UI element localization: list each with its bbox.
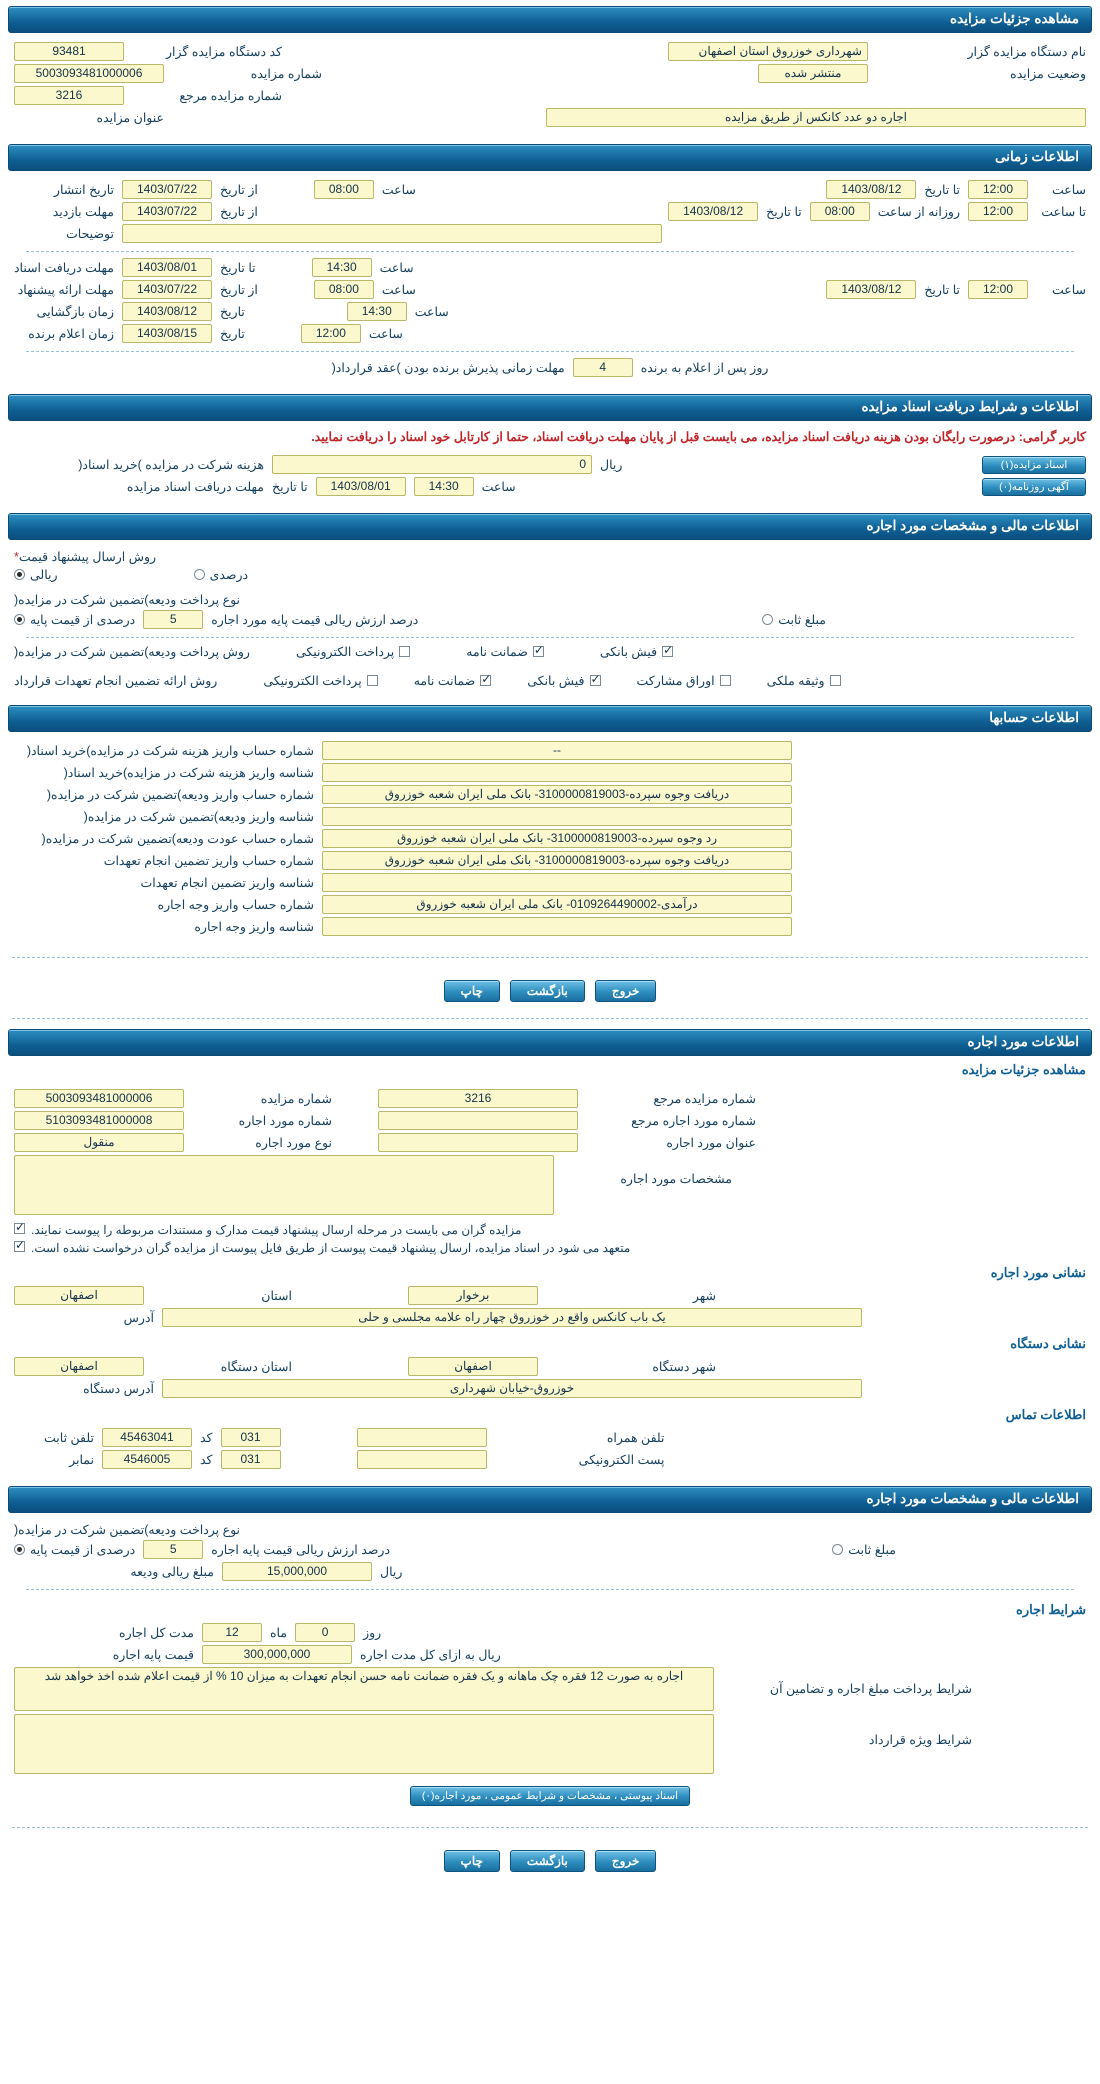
label-account-4: شماره حساب عودت ودیعه)تضمین شرکت در مزایده( [41,832,314,846]
field-account-6[interactable] [322,873,792,892]
row-tender-no [14,64,1086,83]
label-rent-province: استان [261,1289,292,1303]
field-fax-code[interactable]: 031 [221,1450,281,1469]
row-title [14,108,1086,127]
label-pay-terms: شرایط پرداخت مبلغ اجاره و تضامین آن [769,1682,972,1696]
divider-before-rent [12,1018,1088,1019]
section-header-accounts: اطلاعات حسابها [8,705,1092,732]
radio-percent-base-icon[interactable] [14,614,25,625]
label-open-hour: ساعت [414,305,449,319]
row-rent-tender-no [14,1089,1086,1108]
radio-fixed-option-2[interactable] [832,1542,896,1557]
label-base-price-suffix: ریال به ازای کل مدت اجاره [360,1648,501,1662]
check-shares[interactable] [637,673,731,688]
label-months-unit: ماه [270,1626,288,1640]
label-from-date-publish: از تاریخ [220,183,258,197]
radio-percent-base-option-2[interactable] [14,1542,135,1557]
row-rent-type [14,1133,1086,1152]
field-account-5[interactable]: دریافت وجوه سپرده-3100000819003- بانک ملی ایران شعبه خوزروق [322,851,792,870]
radio-percent-icon[interactable] [194,569,205,580]
radio-fixed-icon-2[interactable] [832,1544,843,1555]
field-status[interactable]: منتشر شده [758,64,868,83]
label-account-7: شماره حساب واریز وجه اجاره [157,898,314,912]
row-phone [14,1428,1086,1447]
field-days[interactable]: 0 [295,1623,355,1642]
label-rent-check-2: متعهد می شود در اسناد مزایده، ارسال پیشنهاد قیمت پیوست از طریق فایل پیوست از مزایده گران درخواست نشده است. [31,1241,631,1255]
check-c-guarantee[interactable] [414,673,492,688]
field-account-4[interactable]: رد وجوه سپرده-3100000819003- بانک ملی ایران شعبه خوزروق [322,829,792,848]
section-header-finance: اطلاعات مالی و مشخصات مورد اجاره [8,513,1092,540]
account-row [14,785,1086,804]
field-deposit-percent[interactable]: 5 [143,610,203,629]
label-rent-ref-no: شماره مزایده مرجع [653,1092,756,1106]
label-doc-receive-to: تا تاریخ [220,261,256,275]
field-doc-receive-date[interactable]: 1403/08/01 [122,258,212,277]
row-price-method-label [14,549,1086,564]
label-rent-type: نوع مورد اجاره [255,1136,332,1150]
row-deposit-method [14,644,1086,659]
check-bank-receipt[interactable] [600,644,673,659]
label-contract-guarantee: روش ارائه تضمین انجام تعهدات قرارداد [14,674,218,688]
field-tender-no[interactable]: 5003093481000006 [14,64,164,83]
attachments-button[interactable]: اسناد پیوستی ، مشخصات و شرایط عمومی ، مورد اجاره(۰) [410,1786,690,1806]
label-ref-no: شماره مزایده مرجع [179,89,282,103]
row-accept-days [14,358,1086,377]
field-special-terms[interactable] [14,1714,714,1774]
field-visit-to-date[interactable]: 1403/08/12 [668,202,758,221]
row-docs-deadline [14,477,1086,496]
row-ref-no [14,86,1086,105]
label-tel: تلفن ثابت [44,1431,94,1445]
label-accept-suffix: روز پس از اعلام به برنده [640,361,769,375]
label-offer: مهلت ارائه پیشنهاد [17,283,114,297]
field-publish-to-date[interactable]: 1403/08/12 [826,180,916,199]
label-account-8: شناسه واریز وجه اجاره [194,920,314,934]
print-button[interactable]: چاپ [444,980,500,1002]
label-to-date-publish: تا تاریخ [924,183,960,197]
checkbox-shares-icon[interactable] [720,675,731,686]
label-deposit-type: نوع پرداخت ودیعه)تضمین شرکت در مزایده( [14,593,241,607]
terms-title: شرایط اجاره [1016,1602,1086,1617]
row-deposit-type-options [14,610,1086,629]
exit-button-bottom[interactable]: خروج [595,1850,657,1872]
field-offer-to-hour[interactable]: 12:00 [968,280,1028,299]
radio-percent-base-option[interactable] [14,612,135,627]
label-rent-tender-no: شماره مزایده [260,1092,332,1106]
time-panel [0,175,1100,388]
label-rent-city: شهر [692,1289,716,1303]
row-deposit-type-label [14,592,1086,607]
label-opt-fixed: مبلغ ثابت [778,613,826,627]
divider-time-2 [26,351,1074,352]
field-tel[interactable]: 45463041 [102,1428,192,1447]
field-dev-province[interactable]: اصفهان [14,1357,144,1376]
label-visit-daily: روزانه از ساعت [877,205,960,219]
label-open-date-text: تاریخ [220,305,245,319]
field-rent-title[interactable] [378,1133,578,1152]
label-hour-publish-to: ساعت [1051,183,1086,197]
label-desc: توضیحات [66,227,114,241]
row-desc [14,224,1086,243]
field-code[interactable]: 93481 [14,42,124,61]
label-accept-prefix: مهلت زمانی پذیرش برنده بودن )عقد قرارداد( [331,361,565,375]
newspaper-ads-button[interactable]: آگهی روزنامه(۰) [982,478,1086,496]
tender-details-page [0,6,1100,1898]
field-visit-from-hour[interactable]: 08:00 [810,202,870,221]
field-org[interactable]: شهرداری خوزروق استان اصفهان [668,42,868,61]
row-pay-terms [14,1667,1086,1711]
label-rent-address: آدرس [123,1311,154,1325]
field-rent-specs[interactable] [14,1155,554,1215]
row-publish [14,180,1086,199]
label-special-terms: شرایط ویژه قرارداد [868,1733,972,1747]
row-attachments-button [14,1786,1086,1806]
account-row [14,829,1086,848]
check-c-electronic[interactable] [263,673,377,688]
field-account-8[interactable] [322,917,792,936]
field-dev-city[interactable]: اصفهان [408,1357,538,1376]
label-email: پست الکترونیکی [578,1453,665,1467]
label-fax: نمابر [69,1453,94,1467]
label-percent-suffix-2: درصد ارزش ریالی قیمت پایه اجاره [211,1543,391,1557]
field-deposit-percent-2[interactable]: 5 [143,1540,203,1559]
field-rent-province[interactable]: اصفهان [14,1286,144,1305]
row-visit [14,202,1086,221]
label-visit: مهلت بازدید [52,205,114,219]
field-doc-receive-hour[interactable]: 14:30 [312,258,372,277]
row-deposit-type-2-label [14,1522,1086,1537]
field-offer-from-date[interactable]: 1403/07/22 [122,280,212,299]
field-offer-from-hour[interactable]: 08:00 [314,280,374,299]
divider-finance-1 [26,637,1074,638]
label-bank-receipt: فیش بانکی [599,645,658,659]
docs-warning: کاربر گرامی: درصورت رایگان بودن هزینه دریافت اسناد مزایده، می بایست قبل از پایان مهلت دریافت اسناد، حتما از کارتابل خود اسناد را دریافت نمایید. [311,430,1086,444]
row-contract-guarantee [14,673,1086,688]
row-special-terms [14,1714,1086,1774]
checkbox-attachments-required-icon[interactable] [14,1223,25,1234]
field-publish-to-hour[interactable]: 12:00 [968,180,1028,199]
label-tender-no: شماره مزایده [250,67,322,81]
label-title: عنوان مزایده [96,111,164,125]
label-mobile: تلفن همراه [606,1431,665,1445]
label-visit-to-date: تا تاریخ [766,205,802,219]
field-rent-tender-no[interactable]: 5003093481000006 [14,1089,184,1108]
subheader-details: مشاهده جزئیات مزایده [961,1062,1086,1077]
label-rent-check-1: مزایده گران می بایست در مرحله ارسال پیشنهاد قیمت مدارک و مستندات مربوطه را پیوست نمایند. [31,1223,522,1237]
button-row-top [0,968,1100,1008]
label-winner-date-text: تاریخ [220,327,245,341]
divider-accounts-bottom [12,957,1088,958]
field-account-0[interactable]: -- [322,741,792,760]
label-opt-rial: ریالی [30,568,58,582]
label-offer-to-hour: ساعت [1051,283,1086,297]
checkbox-deed-icon[interactable] [830,675,841,686]
field-base-price[interactable]: 300,000,000 [202,1645,352,1664]
row-price-method-options [14,567,1086,582]
label-doc-receive: مهلت دریافت اسناد [13,261,114,275]
contact-title: اطلاعات تماس [1005,1407,1086,1422]
label-rent-no: شماره مورد اجاره [238,1114,332,1128]
rent-panel [0,1084,1100,1480]
label-opt-percent-base-2: درصدی از قیمت پایه [30,1543,136,1557]
account-row [14,741,1086,760]
label-c-electronic: پرداخت الکترونیکی [263,674,362,688]
label-deposit-method: روش پرداخت ودیعه)تضمین شرکت در مزایده( [14,645,250,659]
row-offer [14,280,1086,299]
label-rent-specs: مشخصات مورد اجاره [620,1172,732,1186]
label-status: وضعیت مزایده [1010,67,1086,81]
label-dev-province: استان دستگاه [220,1360,292,1374]
label-opt-percent: درصدی [209,568,249,582]
label-currency-rial: ریال [600,458,623,472]
row-winner [14,324,1086,343]
label-guarantee: ضمانت نامه [466,645,528,659]
label-dev-city: شهر دستگاه [652,1360,716,1374]
label-account-5: شماره حساب واریز تضمین انجام تعهدات [103,854,314,868]
label-hour-publish-from: ساعت [381,183,416,197]
finance-panel [0,544,1100,699]
row-code [14,42,1086,61]
label-account-0: شماره حساب واریز هزینه شرکت در مزایده)خرید اسناد( [26,744,314,758]
finance2-panel [0,1517,1100,1817]
row-dev-province [14,1357,1086,1376]
row-rent-specs [14,1155,1086,1215]
back-button[interactable]: بازگشت [510,980,585,1002]
field-open-hour[interactable]: 14:30 [347,302,407,321]
checkbox-c-electronic-icon[interactable] [367,675,378,686]
label-opt-percent-base: درصدی از قیمت پایه [30,613,136,627]
label-deed: وثیقه ملکی [766,674,825,688]
divider-time-1 [26,251,1074,252]
label-visit-from-date: از تاریخ [220,205,258,219]
label-account-1: شناسه واریز هزینه شرکت در مزایده)خرید اسناد( [63,766,314,780]
divider-finance2 [26,1589,1074,1590]
details-panel [0,37,1100,138]
rent-address-title: نشانی مورد اجاره [990,1265,1086,1280]
accounts-panel [0,736,1100,947]
label-tel-code: کد [200,1431,213,1445]
label-rent-title: عنوان مورد اجاره [666,1136,756,1150]
field-open-date[interactable]: 1403/08/12 [122,302,212,321]
label-c-guarantee: ضمانت نامه [413,674,476,688]
row-rent-address [14,1308,1086,1327]
label-percent-suffix: درصد ارزش ریالی قیمت پایه مورد اجاره [211,613,419,627]
label-account-6: شناسه واریز تضمین انجام تعهدات [140,876,314,890]
field-account-3[interactable] [322,807,792,826]
label-dev-address: آدرس دستگاه [83,1382,154,1396]
label-offer-from-hour: ساعت [381,283,416,297]
label-offer-from-date: از تاریخ [220,283,258,297]
row-rent-province [14,1286,1086,1305]
label-code: کد دستگاه مزایده گزار [165,45,282,59]
label-open: زمان بازگشایی [36,305,114,319]
checkbox-c-bank-receipt-icon[interactable] [590,675,601,686]
section-header-rent: اطلاعات مورد اجاره [8,1029,1092,1056]
rent-check-2[interactable] [14,1241,1086,1255]
row-rent-no [14,1111,1086,1130]
field-accept-days[interactable]: 4 [573,358,633,377]
button-row-bottom [0,1838,1100,1878]
field-rent-type[interactable]: منقول [14,1133,184,1152]
label-deposit-amount: مبلغ ریالی ودیعه [130,1565,214,1579]
account-row [14,763,1086,782]
back-button-bottom[interactable]: بازگشت [510,1850,585,1872]
field-docs-cost[interactable]: 0 [272,455,592,474]
field-deposit-amount[interactable]: 15,000,000 [222,1562,372,1581]
field-account-1[interactable] [322,763,792,782]
row-dev-address [14,1379,1086,1398]
row-docs-cost [14,455,1086,474]
field-dev-address[interactable]: خوزروق-خیابان شهرداری [162,1379,862,1398]
label-offer-to-date: تا تاریخ [924,283,960,297]
label-deadline-hour: ساعت [481,480,516,494]
checkbox-electronic-icon[interactable] [399,646,410,657]
print-button-bottom[interactable]: چاپ [444,1850,500,1872]
label-publish: تاریخ انتشار [53,183,114,197]
label-visit-to-hour-text: تا ساعت [1041,205,1086,219]
field-account-2[interactable]: دریافت وجوه سپرده-3100000819003- بانک ملی ایران شعبه خوزروق [322,785,792,804]
field-description[interactable] [122,224,662,243]
row-doc-receive [14,258,1086,277]
label-account-2: شماره حساب واریز ودیعه)تضمین شرکت در مزایده( [46,788,314,802]
checkbox-no-attachment-requested-icon[interactable] [14,1241,25,1252]
label-duration: مدت کل اجاره [119,1626,194,1640]
checkbox-c-guarantee-icon[interactable] [480,675,491,686]
label-docs-cost: هزینه شرکت در مزایده )خرید اسناد( [78,458,264,472]
field-offer-to-date[interactable]: 1403/08/12 [826,280,916,299]
label-deadline-to: تا تاریخ [272,480,308,494]
field-rent-no[interactable]: 5103093481000008 [14,1111,184,1130]
field-mobile[interactable] [357,1428,487,1447]
label-currency-rial-2: ریال [380,1565,403,1579]
row-deposit-amount [14,1562,1086,1581]
radio-rial-icon[interactable] [14,569,25,580]
field-rent-address[interactable]: یک باب کانکس واقع در خوزروق چهار راه علامه مجلسی و حلی [162,1308,862,1327]
label-doc-receive-hour: ساعت [379,261,414,275]
label-winner: زمان اعلام برنده [28,327,114,341]
label-org: نام دستگاه مزایده گزار [967,45,1086,59]
label-days-unit: روز [363,1626,382,1640]
radio-fixed-option[interactable] [762,612,826,627]
row-open [14,302,1086,321]
field-ref-no[interactable]: 3216 [14,86,124,105]
field-rent-ref-no[interactable]: 3216 [378,1089,578,1108]
section-header-docs: اطلاعات و شرایط دریافت اسناد مزایده [8,394,1092,421]
label-rent-ref: شماره مورد اجاره مرجع [631,1114,756,1128]
radio-percent-option[interactable] [194,567,249,582]
check-electronic[interactable] [296,644,410,659]
field-months[interactable]: 12 [202,1623,262,1642]
rent-check-1[interactable] [14,1223,1086,1237]
label-c-bank-receipt: فیش بانکی [527,674,585,688]
section-header-finance-2: اطلاعات مالی و مشخصات مورد اجاره [8,1486,1092,1513]
label-base-price: قیمت پایه اجاره [112,1648,194,1662]
radio-percent-base-icon-2[interactable] [14,1544,25,1555]
section-header-time: اطلاعات زمانی [8,144,1092,171]
row-deposit-type-2-options [14,1540,1086,1559]
check-c-bank-receipt[interactable] [527,673,600,688]
label-price-method: روش ارسال پیشنهاد قیمت* [14,550,157,564]
divider-bottom [12,1827,1088,1828]
label-winner-hour: ساعت [368,327,403,341]
radio-rial-option[interactable] [14,567,58,582]
account-row [14,917,1086,936]
label-electronic: پرداخت الکترونیکی [295,645,395,659]
field-rent-ref[interactable] [378,1111,578,1130]
account-row [14,873,1086,892]
field-deadline-hour[interactable]: 14:30 [414,477,474,496]
row-base-price [14,1645,1086,1664]
check-deed[interactable] [767,673,841,688]
section-header-details: مشاهده جزئیات مزایده [8,6,1092,33]
field-publish-from-date[interactable]: 1403/07/22 [122,180,212,199]
field-pay-terms[interactable]: اجاره به صورت 12 فقره چک ماهانه و یک فقره ضمانت نامه حسن انجام تعهدات به میزان 10 % از قیمت اعلام شده اخذ خواهد شد [14,1667,714,1711]
label-deposit-type-2: نوع پرداخت ودیعه)تضمین شرکت در مزایده( [14,1523,241,1537]
field-winner-hour[interactable]: 12:00 [301,324,361,343]
exit-button[interactable]: خروج [595,980,657,1002]
label-docs-deadline: مهلت دریافت اسناد مزایده [126,480,264,494]
account-row [14,895,1086,914]
account-row [14,851,1086,870]
field-fax[interactable]: 4546005 [102,1450,192,1469]
field-account-7[interactable]: درآمدی-0109264490002- بانک ملی ایران شعبه خوزروق [322,895,792,914]
field-title[interactable]: اجاره دو عدد کانکس از طریق مزایده [546,108,1086,127]
field-visit-to-hour[interactable]: 12:00 [968,202,1028,221]
field-winner-date[interactable]: 1403/08/15 [122,324,212,343]
docs-panel [0,450,1100,507]
radio-fixed-icon[interactable] [762,614,773,625]
label-account-3: شناسه واریز ودیعه)تضمین شرکت در مزایده( [83,810,314,824]
account-row [14,807,1086,826]
field-tel-code[interactable]: 031 [221,1428,281,1447]
checkbox-guarantee-icon[interactable] [533,646,544,657]
device-address-title: نشانی دستگاه [1010,1336,1086,1351]
checkbox-bank-receipt-icon[interactable] [662,646,673,657]
label-opt-fixed-2: مبلغ ثابت [848,1543,896,1557]
check-guarantee[interactable] [466,644,544,659]
field-deadline-date[interactable]: 1403/08/01 [316,477,406,496]
field-email[interactable] [357,1450,487,1469]
label-fax-code: کد [200,1453,213,1467]
row-email [14,1450,1086,1469]
label-shares: اوراق مشارکت [636,674,715,688]
field-publish-from-hour[interactable]: 08:00 [314,180,374,199]
row-duration [14,1623,1086,1642]
field-visit-from-date[interactable]: 1403/07/22 [122,202,212,221]
documents-button[interactable]: اسناد مزایده(۱) [982,456,1086,474]
field-rent-city[interactable]: برخوار [408,1286,538,1305]
